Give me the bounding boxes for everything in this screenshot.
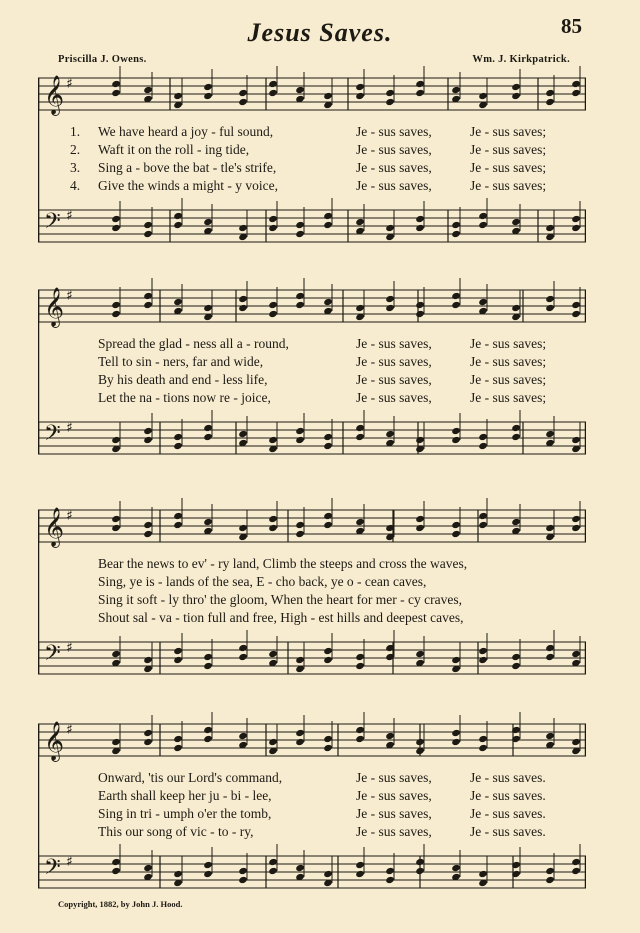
note-head [511, 218, 521, 226]
lyric-r2: Je - sus saves; [470, 372, 547, 387]
note-head [268, 224, 278, 232]
note-head [295, 729, 305, 737]
note-head [323, 512, 333, 520]
note-head [203, 735, 213, 743]
note-head [451, 301, 461, 309]
note-head [478, 221, 488, 229]
lyric-line [38, 124, 586, 142]
note-head [173, 92, 183, 100]
note-head [511, 304, 521, 312]
lyric-text: Earth shall keep her ju - bi - lee, [98, 788, 272, 803]
lyric-line [38, 372, 586, 390]
note-head [571, 224, 581, 232]
lyric-r1: Je - sus saves, [356, 770, 432, 785]
note-head [268, 650, 278, 658]
lyric-r1: Je - sus saves, [356, 806, 432, 821]
lyric-r2: Je - sus saves; [470, 178, 547, 193]
lyric-line [38, 806, 586, 824]
lyric-line [38, 556, 586, 574]
note-head [268, 858, 278, 866]
note-head [571, 650, 581, 658]
note-head [323, 744, 333, 752]
note-head [295, 86, 305, 94]
lyric-text: Give the winds a might - y voice, [98, 178, 278, 193]
note-head [173, 521, 183, 529]
note-head [571, 89, 581, 97]
note-head [238, 524, 248, 532]
note-head [295, 436, 305, 444]
lyric-line [38, 142, 586, 160]
composer-credit: Wm. J. Kirkpatrick. [472, 54, 570, 65]
note-head [173, 870, 183, 878]
note-head [415, 436, 425, 444]
note-head [173, 442, 183, 450]
bass-clef-icon: 𝄢 [44, 421, 61, 451]
note-head [238, 89, 248, 97]
lyric-r1: Je - sus saves, [356, 160, 432, 175]
lyric-r2: Je - sus saves. [470, 788, 546, 803]
note-head [415, 738, 425, 746]
note-head [385, 89, 395, 97]
note-head [451, 86, 461, 94]
lyric-text: Waft it on the roll - ing tide, [98, 142, 250, 157]
lyric-line [38, 610, 586, 628]
note-head [111, 867, 121, 875]
note-head [545, 304, 555, 312]
note-head [478, 521, 488, 529]
note-head [385, 876, 395, 884]
note-head [143, 864, 153, 872]
note-head [295, 230, 305, 238]
key-signature-icon: ♯ [66, 854, 73, 870]
note-head [173, 647, 183, 655]
note-head [571, 524, 581, 532]
note-head [143, 436, 153, 444]
note-head [203, 424, 213, 432]
note-head [545, 430, 555, 438]
note-head [111, 89, 121, 97]
note-head [355, 424, 365, 432]
page-number: 85 [561, 14, 582, 38]
note-head [268, 80, 278, 88]
lyric-r2: Je - sus saves; [470, 354, 547, 369]
note-head [238, 644, 248, 652]
note-head [451, 230, 461, 238]
note-head [323, 433, 333, 441]
note-head [238, 304, 248, 312]
note-head [173, 212, 183, 220]
note-head [571, 310, 581, 318]
note-head [268, 867, 278, 875]
note-head [545, 524, 555, 532]
note-head [203, 433, 213, 441]
lyric-line [38, 574, 586, 592]
note-head [238, 876, 248, 884]
note-head [415, 515, 425, 523]
note-head [323, 870, 333, 878]
lyric-r2: Je - sus saves; [470, 390, 547, 405]
note-head [173, 744, 183, 752]
note-head [111, 80, 121, 88]
note-head [545, 644, 555, 652]
key-signature-icon: ♯ [66, 76, 73, 92]
note-head [323, 735, 333, 743]
note-head [451, 530, 461, 538]
bass-clef-icon: 𝄢 [44, 855, 61, 885]
note-head [143, 230, 153, 238]
lyric-line [38, 592, 586, 610]
note-head [545, 876, 555, 884]
note-head [355, 870, 365, 878]
note-head [415, 89, 425, 97]
lyric-line [38, 178, 586, 196]
lyric-r1: Je - sus saves, [356, 124, 432, 139]
note-head [355, 83, 365, 91]
note-head [478, 647, 488, 655]
note-head [143, 427, 153, 435]
note-head [415, 867, 425, 875]
note-head [143, 521, 153, 529]
lyric-text: Shout sal - va - tion full and free, High - est hills and deepest caves, [98, 610, 464, 625]
note-head [545, 98, 555, 106]
lyric-r2: Je - sus saves; [470, 336, 547, 351]
lyric-r1: Je - sus saves, [356, 354, 432, 369]
note-head [511, 83, 521, 91]
note-head [545, 732, 555, 740]
note-head [295, 656, 305, 664]
lyric-number: 4. [70, 178, 81, 193]
note-head [355, 653, 365, 661]
note-head [478, 735, 488, 743]
note-head [355, 861, 365, 869]
lyric-line [38, 770, 586, 788]
note-head [415, 650, 425, 658]
note-head [203, 662, 213, 670]
note-head [111, 310, 121, 318]
key-signature-icon: ♯ [66, 208, 73, 224]
note-head [323, 212, 333, 220]
note-head [385, 867, 395, 875]
note-head [571, 215, 581, 223]
note-head [451, 656, 461, 664]
note-head [323, 647, 333, 655]
note-head [571, 301, 581, 309]
note-head [111, 215, 121, 223]
note-head [203, 83, 213, 91]
note-head [111, 301, 121, 309]
note-head [238, 732, 248, 740]
note-head [268, 215, 278, 223]
note-head [238, 98, 248, 106]
note-head [111, 738, 121, 746]
note-head [143, 292, 153, 300]
note-head [323, 656, 333, 664]
lyric-text: Sing it soft - ly thro' the gloom, When the heart for mer - cy craves, [98, 592, 462, 607]
lyric-text: We have heard a joy - ful sound, [98, 124, 274, 139]
lyric-text: This our song of vic - to - ry, [98, 824, 254, 839]
lyric-r2: Je - sus saves. [470, 806, 546, 821]
note-head [238, 867, 248, 875]
lyric-r2: Je - sus saves; [470, 124, 547, 139]
note-head [143, 729, 153, 737]
lyricist-credit: Priscilla J. Owens. [58, 54, 147, 65]
note-head [143, 221, 153, 229]
note-head [111, 524, 121, 532]
note-head [203, 726, 213, 734]
note-head [385, 224, 395, 232]
note-head [385, 430, 395, 438]
note-head [173, 656, 183, 664]
note-head [511, 433, 521, 441]
note-head [355, 218, 365, 226]
note-head [238, 653, 248, 661]
note-head [268, 524, 278, 532]
note-head [545, 867, 555, 875]
bass-clef-icon: 𝄢 [44, 641, 61, 671]
note-head [203, 518, 213, 526]
note-head [268, 310, 278, 318]
note-head [355, 518, 365, 526]
note-head [355, 92, 365, 100]
lyric-line [38, 788, 586, 806]
lyric-text: Sing, ye is - lands of the sea, E - cho back, ye o - cean caves, [98, 574, 427, 589]
note-head [111, 858, 121, 866]
note-head [268, 89, 278, 97]
note-head [323, 442, 333, 450]
key-signature-icon: ♯ [66, 722, 73, 738]
note-head [415, 301, 425, 309]
lyric-text: Let the na - tions now re - joice, [98, 390, 271, 405]
note-head [545, 224, 555, 232]
key-signature-icon: ♯ [66, 640, 73, 656]
note-head [415, 224, 425, 232]
note-head [143, 301, 153, 309]
note-head [415, 215, 425, 223]
note-head [415, 80, 425, 88]
lyric-r1: Je - sus saves, [356, 372, 432, 387]
note-head [323, 298, 333, 306]
note-head [295, 292, 305, 300]
lyric-text: Tell to sin - ners, far and wide, [98, 354, 264, 369]
note-head [571, 738, 581, 746]
note-head [451, 221, 461, 229]
note-head [385, 304, 395, 312]
note-head [571, 436, 581, 444]
note-head [451, 521, 461, 529]
note-head [478, 512, 488, 520]
bass-clef-icon: 𝄢 [44, 209, 61, 239]
note-head [571, 80, 581, 88]
key-signature-icon: ♯ [66, 508, 73, 524]
note-head [545, 653, 555, 661]
note-head [111, 436, 121, 444]
lyric-r1: Je - sus saves, [356, 336, 432, 351]
lyric-line [38, 390, 586, 408]
treble-clef-icon: 𝄞 [44, 721, 65, 761]
note-head [451, 729, 461, 737]
lyric-text: By his death and end - less life, [98, 372, 268, 387]
lyric-text: Sing a - bove the bat - tle's strife, [98, 160, 277, 175]
note-head [545, 295, 555, 303]
note-head [511, 92, 521, 100]
note-head [451, 738, 461, 746]
lyric-r2: Je - sus saves. [470, 824, 546, 839]
note-head [385, 732, 395, 740]
note-head [173, 512, 183, 520]
note-head [415, 310, 425, 318]
note-head [203, 92, 213, 100]
note-head [238, 295, 248, 303]
note-head [203, 653, 213, 661]
note-head [451, 436, 461, 444]
lyric-r1: Je - sus saves, [356, 788, 432, 803]
note-head [451, 292, 461, 300]
note-head [111, 515, 121, 523]
note-head [143, 656, 153, 664]
note-head [355, 662, 365, 670]
note-head [295, 530, 305, 538]
lyric-r2: Je - sus saves; [470, 160, 547, 175]
note-head [111, 224, 121, 232]
note-head [323, 92, 333, 100]
note-head [415, 858, 425, 866]
note-head [111, 650, 121, 658]
treble-clef-icon: 𝄞 [44, 75, 65, 115]
lyric-line [38, 354, 586, 372]
note-head [355, 433, 365, 441]
note-head [323, 221, 333, 229]
lyric-text: Onward, 'tis our Lord's command, [98, 770, 283, 785]
note-head [268, 436, 278, 444]
note-head [238, 430, 248, 438]
note-head [571, 867, 581, 875]
treble-clef-icon: 𝄞 [44, 507, 65, 547]
lyric-text: Bear the news to ev' - ry land, Climb the steeps and cross the waves, [98, 556, 468, 571]
lyric-r2: Je - sus saves; [470, 142, 547, 157]
note-head [511, 662, 521, 670]
note-head [385, 295, 395, 303]
lyric-r1: Je - sus saves, [356, 390, 432, 405]
note-head [451, 427, 461, 435]
note-head [571, 858, 581, 866]
note-head [173, 298, 183, 306]
copyright-notice: Copyright, 1882, by John J. Hood. [58, 899, 183, 909]
lyric-text: Spread the glad - ness all a - round, [98, 336, 289, 351]
lyric-number: 3. [70, 160, 81, 175]
note-head [268, 738, 278, 746]
note-head [238, 224, 248, 232]
note-head [355, 735, 365, 743]
lyric-line [38, 824, 586, 842]
note-head [355, 304, 365, 312]
note-head [478, 433, 488, 441]
note-head [295, 221, 305, 229]
note-head [143, 738, 153, 746]
note-head [511, 424, 521, 432]
note-head [478, 298, 488, 306]
note-head [268, 301, 278, 309]
key-signature-icon: ♯ [66, 420, 73, 436]
lyric-r1: Je - sus saves, [356, 824, 432, 839]
note-head [295, 521, 305, 529]
note-head [478, 870, 488, 878]
lyric-line [38, 160, 586, 178]
note-head [415, 524, 425, 532]
note-head [478, 212, 488, 220]
lyric-number: 2. [70, 142, 81, 157]
lyric-r2: Je - sus saves. [470, 770, 546, 785]
note-head [143, 530, 153, 538]
note-head [295, 864, 305, 872]
note-head [295, 301, 305, 309]
note-head [143, 86, 153, 94]
note-head [511, 518, 521, 526]
note-head [571, 515, 581, 523]
lyric-text: Sing in tri - umph o'er the tomb, [98, 806, 272, 821]
lyric-number: 1. [70, 124, 81, 139]
lyric-r1: Je - sus saves, [356, 142, 432, 157]
note-head [478, 92, 488, 100]
note-head [478, 656, 488, 664]
note-head [295, 738, 305, 746]
note-head [323, 521, 333, 529]
note-head [545, 89, 555, 97]
note-head [385, 98, 395, 106]
note-head [355, 726, 365, 734]
note-head [511, 653, 521, 661]
note-head [478, 744, 488, 752]
treble-clef-icon: 𝄞 [44, 287, 65, 327]
key-signature-icon: ♯ [66, 288, 73, 304]
note-head [203, 218, 213, 226]
note-head [173, 433, 183, 441]
note-head [203, 870, 213, 878]
note-head [173, 221, 183, 229]
note-head [478, 442, 488, 450]
lyric-r1: Je - sus saves, [356, 178, 432, 193]
note-head [295, 427, 305, 435]
hymn-title: Jesus Saves. [247, 18, 393, 47]
note-head [203, 861, 213, 869]
note-head [451, 864, 461, 872]
lyric-line [38, 336, 586, 354]
note-head [268, 515, 278, 523]
note-head [173, 735, 183, 743]
note-head [203, 304, 213, 312]
